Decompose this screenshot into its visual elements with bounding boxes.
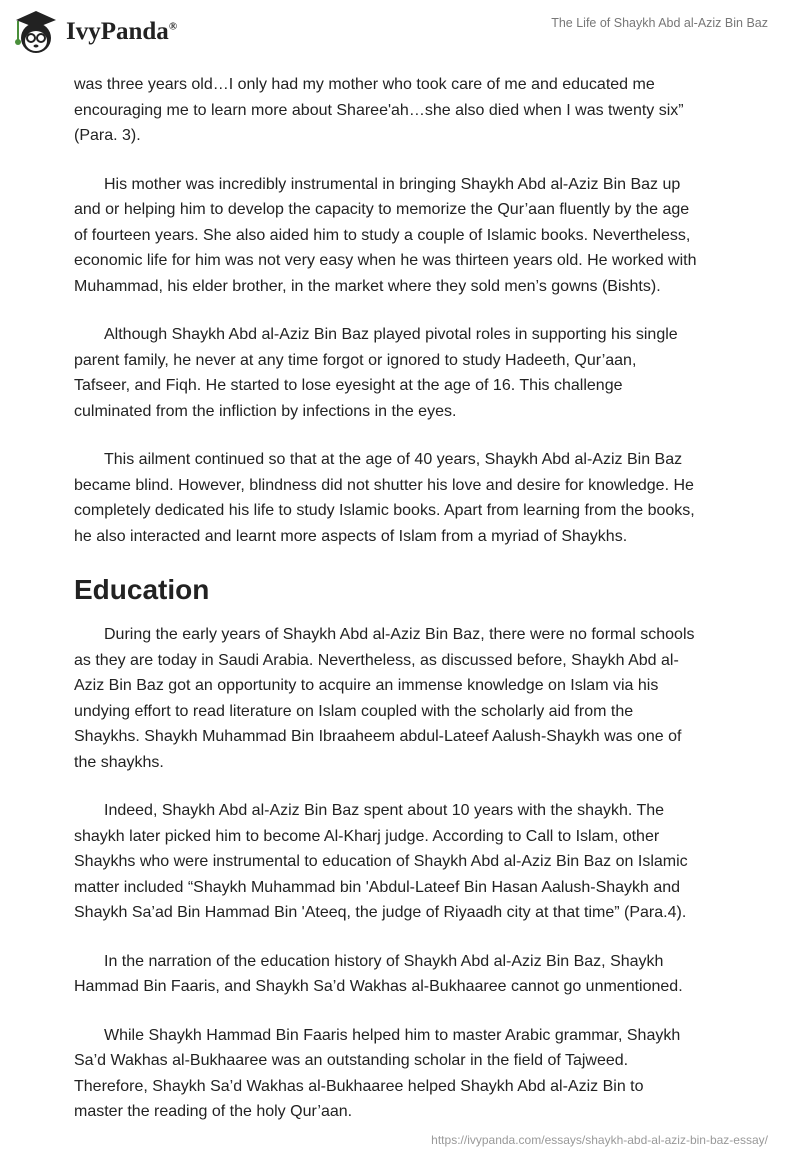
logo-text (66, 18, 177, 46)
panda-logo-icon (12, 8, 60, 56)
text-line: Tafseer, and Fiqh. He started to lose eyesight at the age of 16. This challenge (74, 377, 623, 394)
text-line: matter included “Shaykh Muhammad bin 'Abdul-Lateef Bin Hasan Aalush-Shaykh and (74, 878, 681, 896)
text-line: completely dedicated his life to study Islamic books. Apart from learning from the books, (74, 502, 695, 519)
text-line: undying effort to read literature on Islam coupled with the scholarly aid from the (74, 702, 634, 720)
text-line: Sa’d Wakhas al-Bukhaaree was an outstanding scholar in the field of Tajweed. (74, 1052, 629, 1069)
logo-wordmark: IvyPanda (66, 18, 169, 45)
paragraph (74, 622, 734, 775)
paragraph (74, 1023, 734, 1125)
text-line: Hammad Bin Faaris, and Shaykh Sa’d Wakhas al-Bukhaaree cannot go unmentioned. (74, 978, 683, 995)
text-line: While Shaykh Hammad Bin Faaris helped him to master Arabic grammar, Shaykh (104, 1026, 681, 1044)
text-line: he also interacted and learnt more aspects of Islam from a myriad of Shaykhs. (74, 527, 628, 545)
text-line: Shaykhs who were instrumental to education of Shaykh Abd al-Aziz Bin Baz on Islamic (74, 853, 688, 870)
text-line: Shaykh Sa’ad Bin Hammad Bin 'Ateeq, the judge of Riyaadh city at that time” (Para.4). (74, 904, 687, 921)
header-essay-title: The Life of Shaykh Abd al-Aziz Bin Baz (551, 16, 768, 30)
paragraph (74, 447, 734, 549)
text-line: culminated from the infliction by infections in the eyes. (74, 402, 457, 420)
text-line: (Para. 3). (74, 127, 141, 144)
essay-content (74, 72, 734, 1148)
section-heading-education: Education (74, 574, 210, 605)
text-line: was three years old…I only had my mother who took care of me and educated me (74, 76, 655, 93)
text-line: His mother was incredibly instrumental in bringing Shaykh Abd al-Aziz Bin Baz up (104, 175, 681, 193)
text-line: economic life for him was not very easy when he was thirteen years old. He worked with (74, 252, 697, 269)
ivypanda-logo[interactable] (12, 8, 177, 56)
text-line: parent family, he never at any time forgot or ignored to study Hadeeth, Qur’aan, (74, 351, 637, 369)
text-line: Shaykhs. Shaykh Muhammad Bin Ibraaheem abdul-Lateef Aalush-Shaykh was one of (74, 728, 682, 745)
text-line: and or helping him to develop the capacity to memorize the Qur’aan fluently by the age (74, 201, 690, 218)
text-line: During the early years of Shaykh Abd al-Aziz Bin Baz, there were no formal schools (104, 626, 695, 643)
text-line: as they are today in Saudi Arabia. Nevertheless, as discussed before, Shaykh Abd al- (74, 651, 679, 669)
text-line: This ailment continued so that at the age of 40 years, Shaykh Abd al-Aziz Bin Baz (104, 451, 683, 468)
text-line: shaykh later picked him to become Al-Kharj judge. According to Call to Islam, other (74, 827, 660, 845)
paragraph (74, 322, 734, 424)
paragraph (74, 949, 734, 1000)
source-url-link[interactable]: https://ivypanda.com/essays/shaykh-abd-al-aziz-bin-baz-essay/ (431, 1133, 768, 1147)
text-line: Although Shaykh Abd al-Aziz Bin Baz played pivotal roles in supporting his single (104, 326, 678, 343)
text-line: In the narration of the education history of Shaykh Abd al-Aziz Bin Baz, Shaykh (104, 952, 664, 970)
paragraph (74, 72, 734, 149)
text-line: Muhammad, his elder brother, in the market where they sold men’s gowns (Bishts). (74, 277, 661, 295)
paragraph (74, 798, 734, 926)
paragraph (74, 172, 734, 300)
text-line: encouraging me to learn more about Sharee'ah…she also died when I was twenty six” (74, 101, 684, 119)
text-line: master the reading of the holy Qur’aan. (74, 1103, 353, 1120)
registered-mark: ® (168, 20, 178, 33)
text-line: of fourteen years. She also aided him to study a couple of Islamic books. Nevertheless, (74, 226, 691, 244)
text-line: Therefore, Shaykh Sa’d Wakhas al-Bukhaaree helped Shaykh Abd al-Aziz Bin to (74, 1077, 644, 1095)
text-line: Indeed, Shaykh Abd al-Aziz Bin Baz spent about 10 years with the shaykh. The (104, 802, 665, 819)
text-line: became blind. However, blindness did not shutter his love and desire for knowledge. He (74, 476, 694, 494)
text-line: the shaykhs. (74, 753, 164, 771)
text-line: Aziz Bin Baz got an opportunity to acquire an immense knowledge on Islam via his (74, 677, 659, 694)
